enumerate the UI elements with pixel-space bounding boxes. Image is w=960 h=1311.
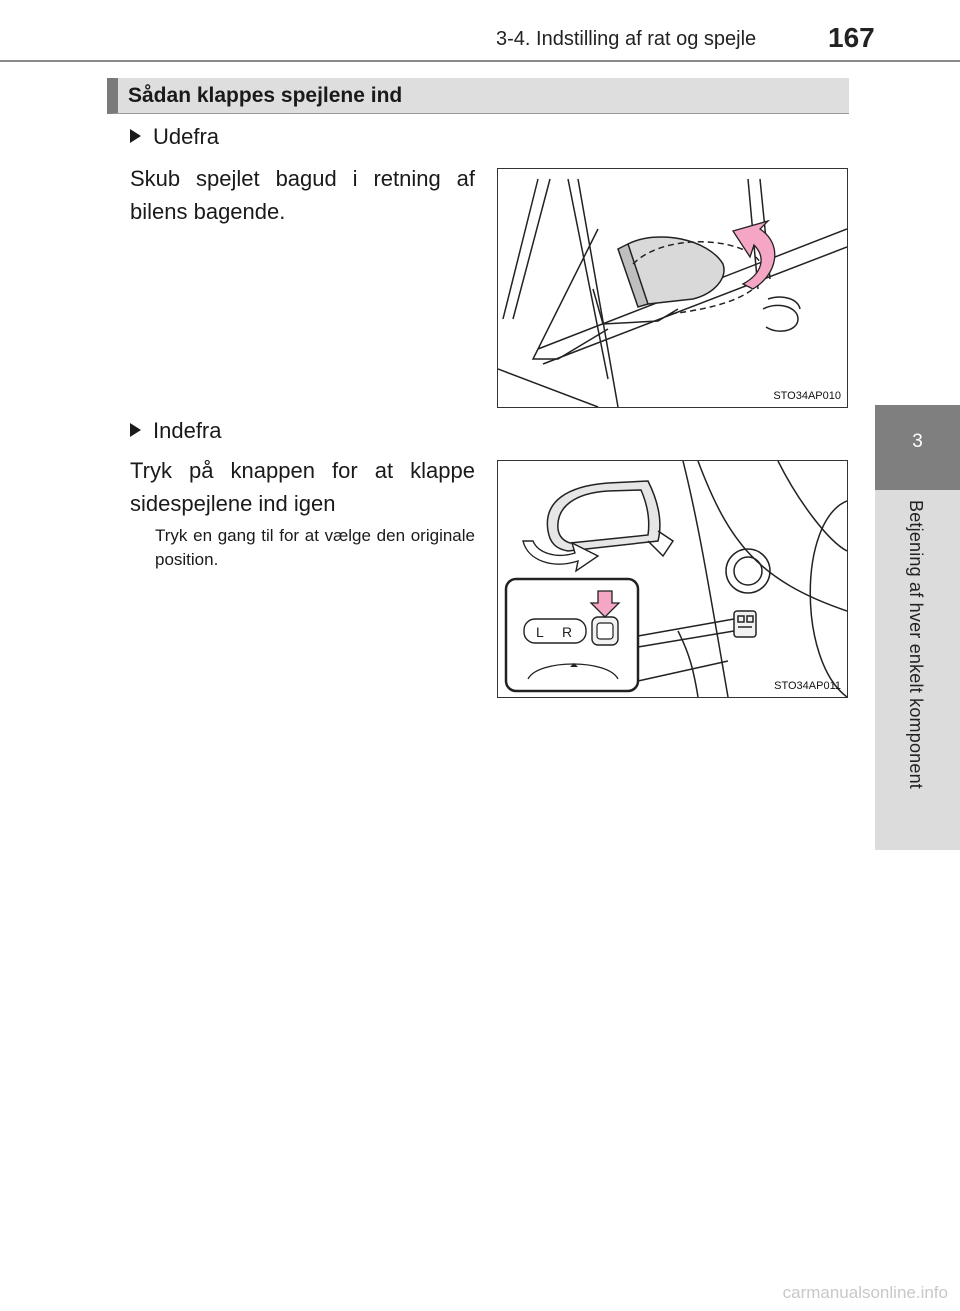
- header-title: 3-4. Indstilling af rat og spejle: [496, 28, 757, 50]
- figure-outside-mirror: [497, 168, 848, 408]
- switch-right-label: R: [562, 624, 573, 640]
- chapter-tab: [875, 405, 960, 490]
- outside-mirror-illustration: [498, 169, 847, 407]
- header-rule: [0, 60, 960, 62]
- inside-instruction: Tryk på knappen for at klappe sidespejlene ind igen: [130, 458, 475, 516]
- figure-inside-switch: [497, 460, 848, 698]
- watermark: carmanualsonline.info: [782, 1283, 948, 1302]
- bullet-inside: [130, 418, 222, 444]
- page-number: 167: [828, 22, 875, 53]
- figure-outside-label: STO34AP010: [773, 390, 841, 402]
- bullet-outside: [130, 124, 219, 150]
- fold-direction-arrow-icon: [733, 221, 775, 289]
- bullet-outside-label: Udefra: [153, 124, 220, 149]
- switch-left-label: L: [536, 624, 544, 640]
- chapter-label: Betjening af hver enkelt komponent: [906, 500, 926, 789]
- section-header: [107, 78, 849, 114]
- triangle-bullet-icon: [130, 423, 141, 437]
- inside-switch-illustration: [498, 461, 847, 697]
- outside-instruction: Skub spejlet bagud i retning af bilens bagende.: [130, 166, 475, 224]
- section-title: Sådan klappes spejlene ind: [128, 84, 403, 107]
- figure-inside-label: STO34AP011: [774, 680, 841, 692]
- triangle-bullet-icon: [130, 129, 141, 143]
- bullet-inside-label: Indefra: [153, 418, 222, 443]
- chapter-number: 3: [912, 431, 923, 452]
- inside-note: Tryk en gang til for at vælge den originale position.: [155, 526, 475, 569]
